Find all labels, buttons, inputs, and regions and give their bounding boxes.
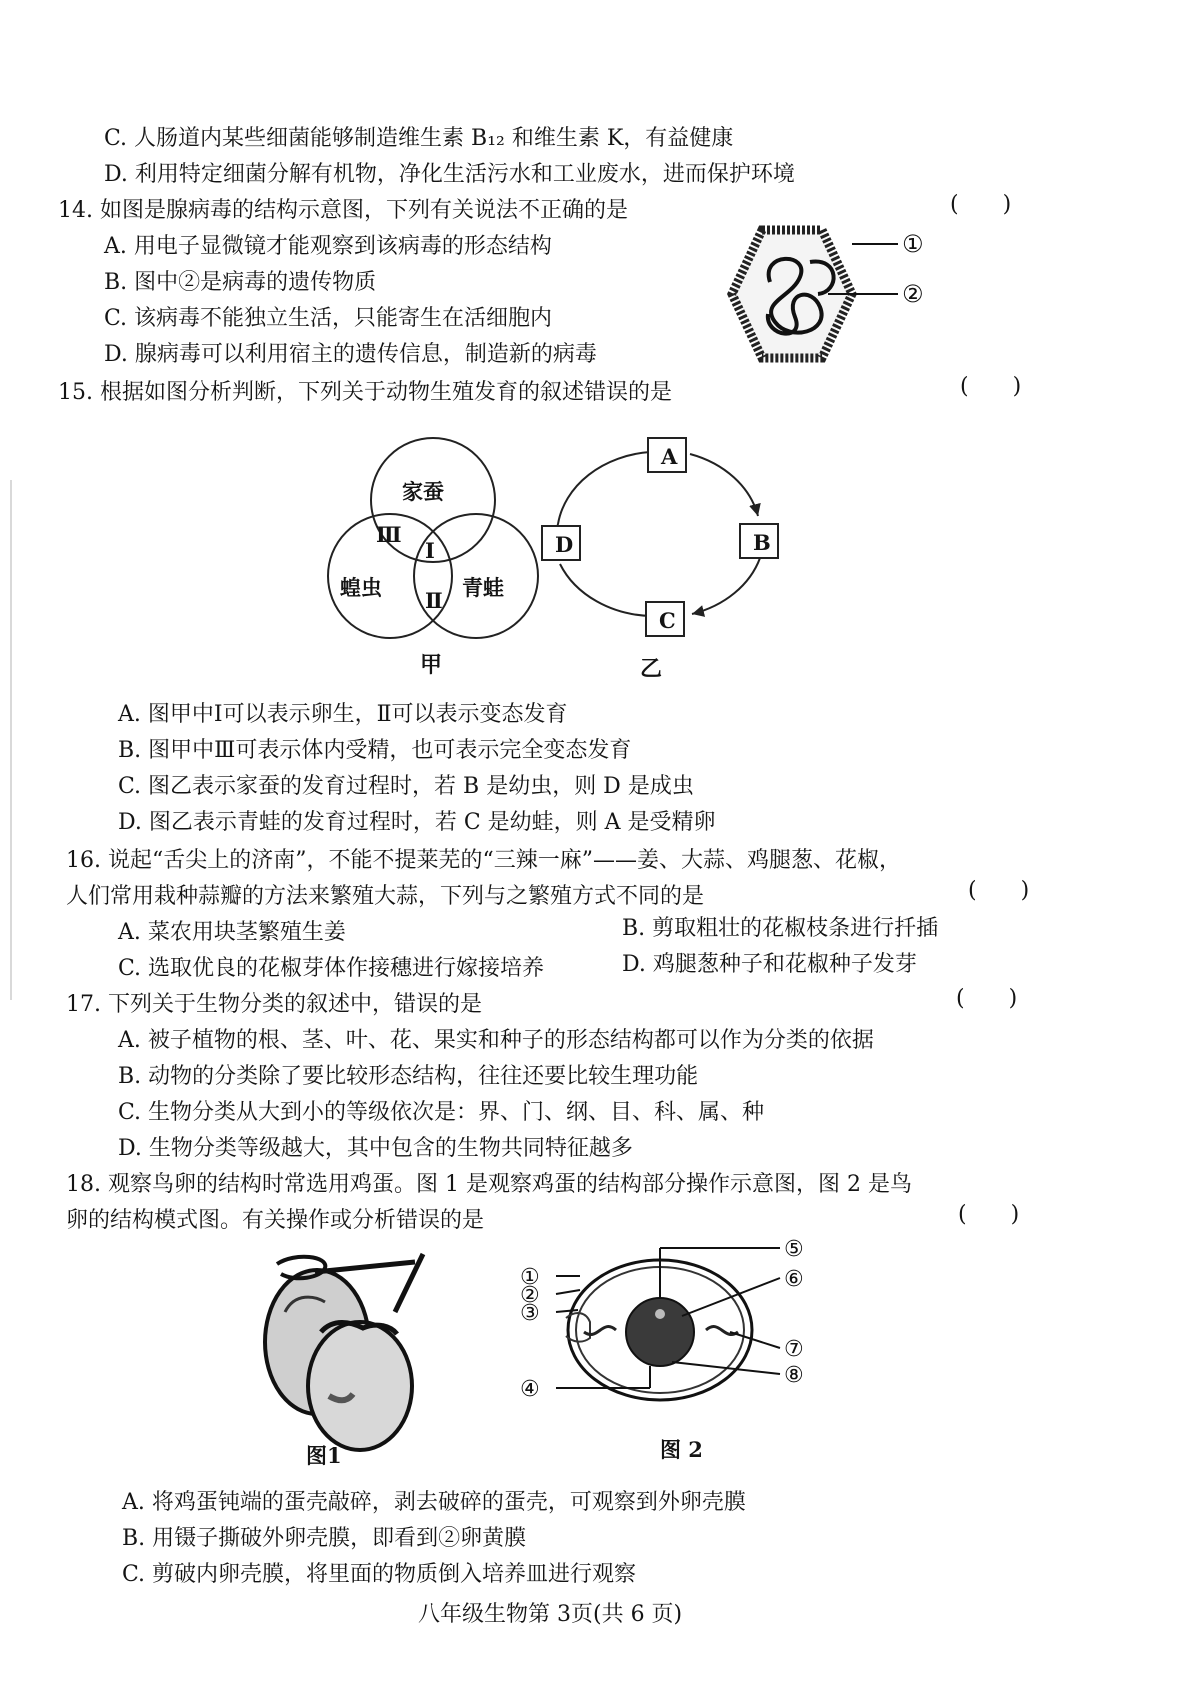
q15-option-c: C. 图乙表示家蚕的发育过程时，若 B 是幼虫，则 D 是成虫	[118, 774, 694, 799]
q14-answer-paren: ( )	[950, 192, 1012, 217]
egg-structure-figure	[520, 1238, 830, 1418]
q17-option-a: A. 被子植物的根、茎、叶、花、果实和种子的形态结构都可以作为分类的依据	[118, 1028, 874, 1053]
q14-stem: 14. 如图是腺病毒的结构示意图，下列有关说法不正确的是	[58, 198, 628, 223]
adenovirus-diagram	[700, 222, 940, 372]
page-footer: 八年级生物第 3页(共 6 页)	[418, 1602, 683, 1627]
q15-option-a: A. 图甲中Ⅰ可以表示卵生，Ⅱ可以表示变态发育	[118, 702, 568, 727]
q16-option-b: B. 剪取粗壮的花椒枝条进行扦插	[622, 916, 939, 941]
q13-option-c: C. 人肠道内某些细菌能够制造维生素 B₁₂ 和维生素 K，有益健康	[104, 126, 734, 151]
q15-stem: 15. 根据如图分析判断，下列关于动物生殖发育的叙述错误的是	[58, 380, 672, 405]
egg-label-6: ⑥	[784, 1267, 804, 1292]
egg-label-8: ⑧	[784, 1363, 804, 1388]
venn-set-frog: 青蛙	[462, 575, 504, 600]
q14-option-c: C. 该病毒不能独立生活，只能寄生在活细胞内	[104, 306, 553, 331]
q16-option-a: A. 菜农用块茎繁殖生姜	[118, 920, 346, 945]
scan-edge-line	[10, 480, 12, 1000]
q18-answer-paren: ( )	[958, 1202, 1020, 1227]
egg-label-7: ⑦	[784, 1337, 804, 1362]
q14-option-d: D. 腺病毒可以利用宿主的遗传信息，制造新的病毒	[104, 342, 597, 367]
q18-option-b: B. 用镊子撕破外卵壳膜，即看到②卵黄膜	[122, 1526, 527, 1551]
egg-label-4: ④	[520, 1377, 540, 1402]
cycle-node-a: A	[661, 444, 678, 469]
q17-option-b: B. 动物的分类除了要比较形态结构，往往还要比较生理功能	[118, 1064, 699, 1089]
q18-stem-line1: 18. 观察鸟卵的结构时常选用鸡蛋。图 1 是观察鸡蛋的结构部分操作示意图，图 2 是鸟	[66, 1172, 912, 1197]
fig-label-2: ②	[902, 280, 924, 308]
venn-set-locust: 蝗虫	[340, 575, 382, 600]
venn-set-silkworm: 家蚕	[402, 479, 444, 504]
q17-option-c: C. 生物分类从大到小的等级依次是：界、门、纲、目、科、属、种	[118, 1100, 765, 1125]
q16-answer-paren: ( )	[968, 878, 1030, 903]
q18-option-c: C. 剪破内卵壳膜，将里面的物质倒入培养皿进行观察	[122, 1562, 637, 1587]
q17-stem: 17. 下列关于生物分类的叙述中，错误的是	[66, 992, 482, 1017]
cycle-node-d: D	[555, 532, 574, 557]
q13-option-d: D. 利用特定细菌分解有机物，净化生活污水和工业废水，进而保护环境	[104, 162, 795, 187]
q15-option-b: B. 图甲中Ⅲ可表示体内受精，也可表示完全变态发育	[118, 738, 632, 763]
q16-stem-line1: 16. 说起“舌尖上的济南”，不能不提莱芜的“三辣一麻”——姜、大蒜、鸡腿葱、花椒，	[66, 848, 901, 873]
q17-option-d: D. 生物分类等级越大，其中包含的生物共同特征越多	[118, 1136, 633, 1161]
q14-option-b: B. 图中②是病毒的遗传物质	[104, 270, 377, 295]
q14-option-a: A. 用电子显微镜才能观察到该病毒的形态结构	[104, 234, 552, 259]
figure-1-caption: 图1	[306, 1443, 342, 1468]
figure-2-caption: 图 2	[660, 1437, 703, 1462]
cycle-caption: 乙	[640, 656, 663, 682]
cycle-node-b: B	[753, 530, 771, 555]
egg-operation-figure	[255, 1252, 455, 1452]
q15-answer-paren: ( )	[960, 374, 1022, 399]
q17-answer-paren: ( )	[956, 986, 1018, 1011]
q15-option-d: D. 图乙表示青蛙的发育过程时，若 C 是幼蛙，则 A 是受精卵	[118, 810, 716, 835]
cycle-node-c: C	[659, 608, 676, 633]
egg-label-1: ①	[520, 1265, 540, 1290]
egg-label-2: ②	[520, 1283, 540, 1308]
venn-region-3: Ⅲ	[376, 522, 402, 547]
venn-region-1: Ⅰ	[425, 538, 435, 563]
q16-option-c: C. 选取优良的花椒芽体作接穗进行嫁接培养	[118, 956, 545, 981]
q16-stem-line2: 人们常用栽种蒜瓣的方法来繁殖大蒜，下列与之繁殖方式不同的是	[66, 884, 705, 909]
venn-region-2: Ⅱ	[425, 588, 443, 613]
egg-label-3: ③	[520, 1301, 540, 1326]
q18-stem-line2: 卵的结构模式图。有关操作或分析错误的是	[66, 1208, 485, 1233]
q18-option-a: A. 将鸡蛋钝端的蛋壳敲碎，剥去破碎的蛋壳，可观察到外卵壳膜	[122, 1490, 746, 1515]
egg-label-5: ⑤	[784, 1237, 804, 1262]
fig-label-1: ①	[902, 230, 924, 258]
q16-option-d: D. 鸡腿葱种子和花椒种子发芽	[622, 952, 917, 977]
venn-caption: 甲	[420, 652, 443, 678]
